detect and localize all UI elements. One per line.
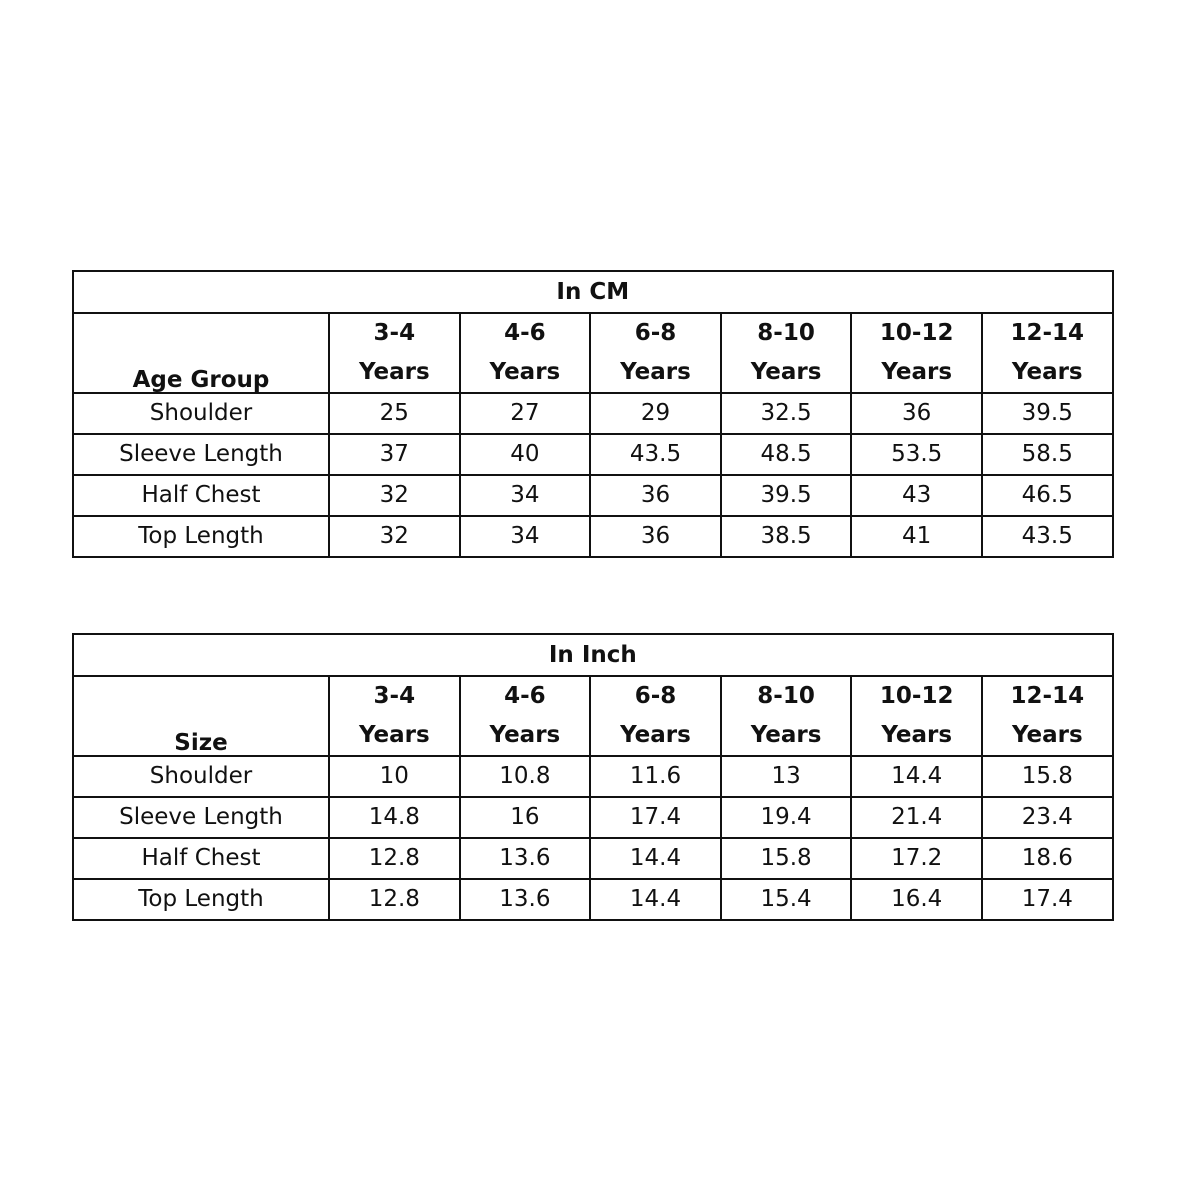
table-cell: 32: [329, 516, 460, 557]
row-label: Sleeve Length: [73, 434, 329, 475]
table-cell: 36: [590, 516, 721, 557]
column-header-unit: Years: [1011, 359, 1083, 385]
table-title-row: [73, 271, 1113, 313]
table-row: [73, 516, 1113, 557]
table-cell: 18.6: [982, 838, 1113, 879]
table-cell: 15.4: [721, 879, 852, 920]
column-header-unit: Years: [881, 722, 953, 748]
column-header-range: 6-8: [634, 683, 677, 709]
column-header: [329, 313, 460, 393]
table-cell: 25: [329, 393, 460, 434]
table-cell: 29: [590, 393, 721, 434]
column-header: [851, 313, 982, 393]
table-cell: 41: [851, 516, 982, 557]
column-header-unit: Years: [750, 359, 822, 385]
table-cell: 14.8: [329, 797, 460, 838]
table-cell: 16.4: [851, 879, 982, 920]
column-header-range: 12-14: [1010, 320, 1085, 346]
column-header-range: 8-10: [757, 683, 815, 709]
column-header-size: Size: [73, 676, 329, 756]
table-title: In CM: [73, 271, 1113, 313]
table-header-row: [73, 313, 1113, 393]
column-header-range: 3-4: [373, 320, 416, 346]
table-cell: 14.4: [851, 756, 982, 797]
table-cell: 53.5: [851, 434, 982, 475]
table-cell: 16: [460, 797, 591, 838]
column-header-unit: Years: [358, 359, 430, 385]
column-header-range: 8-10: [757, 320, 815, 346]
table-cell: 12.8: [329, 838, 460, 879]
column-header-range: 10-12: [879, 320, 954, 346]
table-cell: 17.4: [982, 879, 1113, 920]
column-header-range: 12-14: [1010, 683, 1085, 709]
table-cell: 34: [460, 475, 591, 516]
table-cell: 15.8: [721, 838, 852, 879]
row-label: Top Length: [73, 879, 329, 920]
table-row: [73, 838, 1113, 879]
column-header-unit: Years: [881, 359, 953, 385]
table-cell: 17.2: [851, 838, 982, 879]
table-row: [73, 797, 1113, 838]
table-cell: 48.5: [721, 434, 852, 475]
column-header: [590, 676, 721, 756]
table-header-row: [73, 676, 1113, 756]
row-label: Shoulder: [73, 393, 329, 434]
table-cell: 23.4: [982, 797, 1113, 838]
column-header-range: 3-4: [373, 683, 416, 709]
column-header-unit: Years: [1011, 722, 1083, 748]
size-chart-inch-table: [72, 633, 1114, 921]
column-header: [851, 676, 982, 756]
table-cell: 11.6: [590, 756, 721, 797]
row-label: Half Chest: [73, 475, 329, 516]
column-header-range: 10-12: [879, 683, 954, 709]
table-cell: 14.4: [590, 879, 721, 920]
table-cell: 34: [460, 516, 591, 557]
size-chart-cm-table: [72, 270, 1114, 558]
table-title: In Inch: [73, 634, 1113, 676]
column-header: [982, 676, 1113, 756]
table-cell: 13: [721, 756, 852, 797]
column-header-range: 6-8: [634, 320, 677, 346]
table-cell: 17.4: [590, 797, 721, 838]
table-row: [73, 475, 1113, 516]
table-cell: 13.6: [460, 838, 591, 879]
column-header: [329, 676, 460, 756]
column-header-range: 4-6: [504, 683, 546, 709]
table-cell: 32.5: [721, 393, 852, 434]
row-label: Shoulder: [73, 756, 329, 797]
table-cell: 13.6: [460, 879, 591, 920]
column-header-unit: Years: [358, 722, 430, 748]
table-cell: 36: [851, 393, 982, 434]
row-label: Half Chest: [73, 838, 329, 879]
column-header-unit: Years: [489, 722, 561, 748]
table-cell: 32: [329, 475, 460, 516]
table-cell: 46.5: [982, 475, 1113, 516]
table-title-row: [73, 634, 1113, 676]
column-header: [590, 313, 721, 393]
table-cell: 43.5: [982, 516, 1113, 557]
table-cell: 14.4: [590, 838, 721, 879]
table-cell: 12.8: [329, 879, 460, 920]
table-cell: 15.8: [982, 756, 1113, 797]
column-header-range: 4-6: [504, 320, 546, 346]
column-header-unit: Years: [750, 722, 822, 748]
table-cell: 43.5: [590, 434, 721, 475]
column-header-unit: Years: [489, 359, 561, 385]
table-cell: 21.4: [851, 797, 982, 838]
table-cell: 39.5: [982, 393, 1113, 434]
column-header-unit: Years: [620, 359, 691, 385]
table-cell: 19.4: [721, 797, 852, 838]
column-header: [721, 676, 852, 756]
table-cell: 27: [460, 393, 591, 434]
table-cell: 58.5: [982, 434, 1113, 475]
table-cell: 39.5: [721, 475, 852, 516]
row-label: Top Length: [73, 516, 329, 557]
column-header-unit: Years: [620, 722, 691, 748]
column-header-age-group: Age Group: [73, 313, 329, 393]
column-header: [460, 676, 591, 756]
table-cell: 36: [590, 475, 721, 516]
table-cell: 40: [460, 434, 591, 475]
table-row: [73, 393, 1113, 434]
column-header: [460, 313, 591, 393]
column-header: [982, 313, 1113, 393]
table-cell: 10.8: [460, 756, 591, 797]
column-header: [721, 313, 852, 393]
table-row: [73, 434, 1113, 475]
table-row: [73, 756, 1113, 797]
table-cell: 10: [329, 756, 460, 797]
table-row: [73, 879, 1113, 920]
table-cell: 43: [851, 475, 982, 516]
table-cell: 38.5: [721, 516, 852, 557]
table-cell: 37: [329, 434, 460, 475]
row-label: Sleeve Length: [73, 797, 329, 838]
